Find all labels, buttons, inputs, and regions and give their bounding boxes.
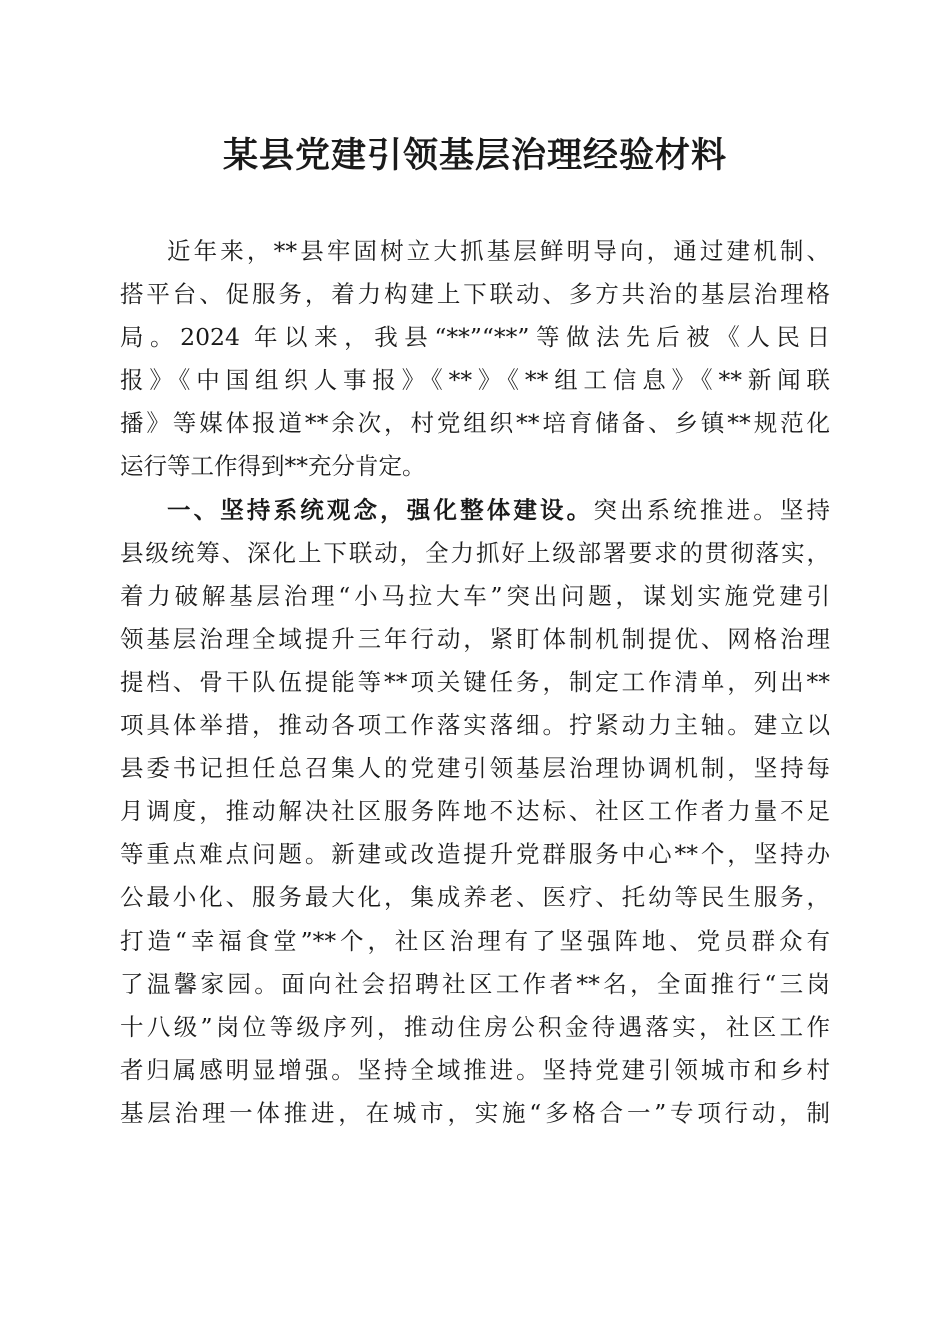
intro-line: 运行等工作得到**充分肯定。 bbox=[120, 452, 426, 481]
intro-line: 局。2024 年以来，我县“**”“**”等做法先后被《人民日 bbox=[120, 323, 830, 352]
section1-line: 着力破解基层治理“小马拉大车”突出问题，谋划实施党建引 bbox=[120, 581, 830, 610]
section1-line: 公最小化、服务最大化，集成养老、医疗、托幼等民生服务， bbox=[120, 883, 830, 912]
section1-line: 领基层治理全域提升三年行动，紧盯体制机制提优、网格治理 bbox=[120, 624, 830, 653]
section1-line: 县委书记担任总召集人的党建引领基层治理协调机制，坚持每 bbox=[120, 754, 830, 783]
section1-line: 月调度，推动解决社区服务阵地不达标、社区工作者力量不足 bbox=[120, 797, 830, 826]
section1-first-line bbox=[120, 489, 830, 532]
section1-line: 等重点难点问题。新建或改造提升党群服务中心**个，坚持办 bbox=[120, 840, 830, 869]
section1-first-line-rest: 突出系统推进。坚持 bbox=[593, 495, 831, 524]
intro-line: 播》等媒体报道**余次，村党组织**培育储备、乡镇**规范化 bbox=[120, 409, 830, 438]
section1-line: 项具体举措，推动各项工作落实落细。拧紧动力主轴。建立以 bbox=[120, 711, 830, 740]
section1-line: 打造“幸福食堂”**个，社区治理有了坚强阵地、党员群众有 bbox=[120, 926, 830, 955]
section1-line: 十八级”岗位等级序列，推动住房公积金待遇落实，社区工作 bbox=[120, 1012, 830, 1041]
intro-line: 搭平台、促服务，着力构建上下联动、多方共治的基层治理格 bbox=[120, 280, 830, 309]
section1-line: 县级统筹、深化上下联动，全力抓好上级部署要求的贯彻落实， bbox=[120, 538, 830, 567]
section1-line: 者归属感明显增强。坚持全域推进。坚持党建引领城市和乡村 bbox=[120, 1055, 830, 1084]
section1-paragraph bbox=[120, 489, 830, 1135]
intro-line: 近年来，**县牢固树立大抓基层鲜明导向，通过建机制、 bbox=[167, 237, 830, 265]
section1-line: 提档、骨干队伍提能等**项关键任务，制定工作清单，列出** bbox=[120, 667, 830, 696]
section1-line: 基层治理一体推进，在城市，实施“多格合一”专项行动，制 bbox=[120, 1098, 830, 1127]
section1-line: 了温馨家园。面向社会招聘社区工作者**名，全面推行“三岗 bbox=[120, 969, 830, 998]
intro-line: 报》《中国组织人事报》《**》《**组工信息》《**新闻联 bbox=[120, 366, 830, 395]
document-body bbox=[120, 230, 830, 1135]
document-title: 某县党建引领基层治理经验材料 bbox=[222, 135, 727, 176]
intro-paragraph bbox=[120, 230, 830, 489]
section1-heading: 一、坚持系统观念，强化整体建设。 bbox=[167, 495, 594, 524]
